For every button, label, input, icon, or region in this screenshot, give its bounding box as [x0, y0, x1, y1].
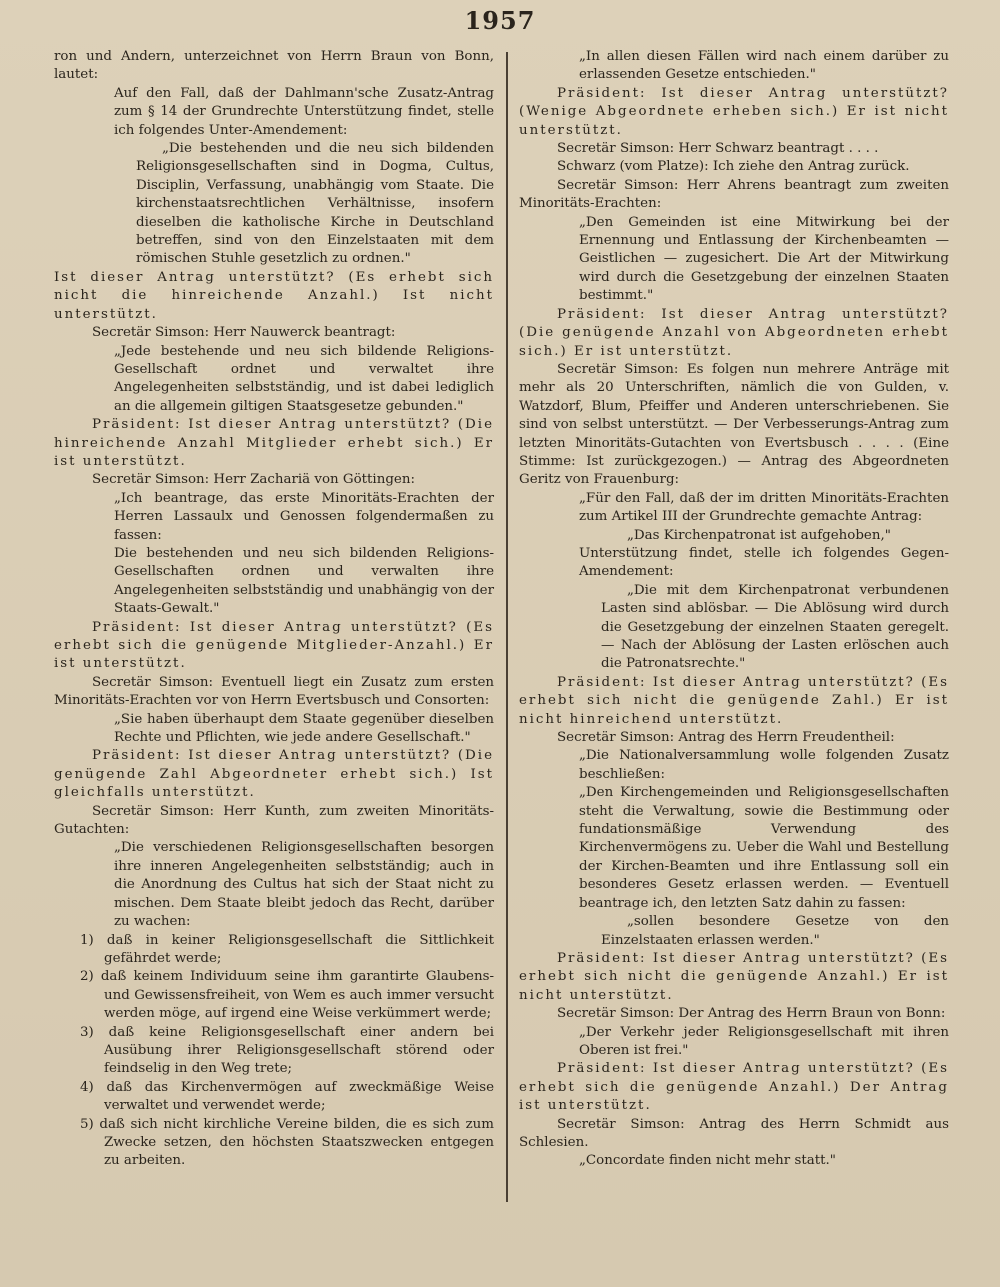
left-column	[54, 48, 494, 1171]
right-paragraph: „sollen besondere Gesetze von den Einzelstaaten erlassen werden."	[601, 914, 949, 948]
left-paragraph: 2) daß keinem Individuum seine ihm garantirte Glaubens- und Gewissensfreiheit, von Wem es auch immer versucht werden möge, auf irgend eine Weise verkümmert werde;	[80, 969, 494, 1022]
right-paragraph: Secretär Simson: Antrag des Herrn Freudentheil:	[557, 730, 895, 746]
right-paragraph: Unterstützung findet, stelle ich folgendes Gegen-Amendement:	[579, 545, 949, 580]
right-paragraph: „Den Gemeinden ist eine Mitwirkung bei der Ernennung und Entlassung der Kirchenbeamten — Geistlichen — zugesichert. Die Art der Mitwirkung wird durch die Gesetzgebung der einzelnen Staaten bestimmt."	[579, 214, 949, 304]
right-paragraph: „In allen diesen Fällen wird nach einem darüber zu erlassenden Gesetze entschieden."	[579, 49, 949, 83]
left-paragraph: Die bestehenden und neu sich bildenden Religions-Gesellschaften ordnen und verwalten ihre Angelegenheiten selbstständig und unabhängig von der Staats-Gewalt."	[114, 545, 494, 617]
right-paragraph: Secretär Simson: Herr Schwarz beantragt . . . .	[557, 141, 879, 157]
left-paragraph: Ist dieser Antrag unterstützt? (Es erhebt sich nicht die hinreichende Anzahl.) Ist nicht unterstützt.	[54, 269, 494, 322]
left-paragraph: Präsident: Ist dieser Antrag unterstützt? (Es erhebt sich die genügende Mitglieder-Anzahl.) Er ist unterstützt.	[54, 619, 494, 672]
left-paragraph: Präsident: Ist dieser Antrag unterstützt? (Die hinreichende Anzahl Mitglieder erhebt sich.) Er ist unterstützt.	[54, 417, 494, 469]
right-paragraph: „Für den Fall, daß der im dritten Minoritäts-Erachten zum Artikel III der Grundrechte gemachte Antrag:	[579, 490, 949, 525]
page-number: 1957	[464, 6, 536, 35]
right-paragraph: Secretär Simson: Antrag des Herrn Schmidt aus Schlesien.	[519, 1116, 949, 1150]
left-paragraph: 4) daß das Kirchenvermögen auf zweckmäßige Weise verwaltet und verwendet werde;	[80, 1079, 494, 1114]
right-paragraph: Präsident: Ist dieser Antrag unterstützt? (Die genügende Anzahl von Abgeordneten erhebt sich.) Er ist unterstützt.	[519, 306, 949, 359]
left-paragraph: „Sie haben überhaupt dem Staate gegenüber dieselben Rechte und Pflichten, wie jede andere Gesellschaft."	[114, 711, 494, 746]
right-paragraph: „Das Kirchenpatronat ist aufgehoben,"	[627, 527, 891, 543]
right-paragraph: Präsident: Ist dieser Antrag unterstützt? (Es erhebt sich nicht die genügende Anzahl.) Er ist nicht unterstützt.	[519, 950, 949, 1003]
left-paragraph: Secretär Simson: Eventuell liegt ein Zusatz zum ersten Minoritäts-Erachten vor von Herrn Evertsbusch und Consorten:	[54, 674, 494, 709]
right-paragraph: Secretär Simson: Herr Ahrens beantragt zum zweiten Minoritäts-Erachten:	[519, 177, 949, 212]
left-paragraph: „Die bestehenden und die neu sich bildenden Religionsgesellschaften sind in Dogma, Cultus, Disciplin, Verfassung, unabhängig vom Staate. Die kirchenstaatsrechtlichen Verhältnisse, insofern dieselben die katholische Kirche in Deutschland betreffen, sind von den Einzelstaaten mit dem römischen Stuhle gesetzlich zu ordnen."	[136, 141, 494, 267]
right-paragraph: „Die mit dem Kirchenpatronat verbundenen Lasten sind ablösbar. — Die Ablösung wird durch die Gesetzgebung der einzelnen Staaten geregelt. — Nach der Ablösung der Lasten erlöschen auch die Patronatsrechte."	[601, 582, 949, 672]
left-paragraph: ron und Andern, unterzeichnet von Herrn Braun von Bonn, lautet:	[54, 49, 494, 83]
left-paragraph: „Jede bestehende und neu sich bildende Religions-Gesellschaft ordnet und verwaltet ihre Angelegenheiten selbstständig, und ist dabei lediglich an die allgemein giltigen Staatsgesetze gebunden."	[114, 343, 494, 414]
right-paragraph: „Der Verkehr jeder Religionsgesellschaft mit ihren Oberen ist frei."	[579, 1024, 949, 1058]
left-paragraph: Secretär Simson: Herr Nauwerck beantragt:	[92, 325, 396, 341]
right-paragraph: Präsident: Ist dieser Antrag unterstützt? (Wenige Abgeordnete erheben sich.) Er ist nicht unterstützt.	[519, 85, 949, 138]
right-paragraph: Secretär Simson: Der Antrag des Herrn Braun von Bonn:	[557, 1006, 946, 1022]
left-paragraph: Secretär Simson: Herr Zachariä von Göttingen:	[92, 472, 415, 488]
left-paragraph: Präsident: Ist dieser Antrag unterstützt? (Die genügende Zahl Abgeordneter erhebt sich.) Ist gleichfalls unterstützt.	[54, 748, 494, 801]
right-paragraph: Präsident: Ist dieser Antrag unterstützt? (Es erhebt sich die genügende Anzahl.) Der Antrag ist unterstützt.	[519, 1061, 949, 1114]
left-paragraph: 3) daß keine Religionsgesellschaft einer andern bei Ausübung ihrer Religionsgesellschaft störend oder feindselig in den Weg trete;	[80, 1024, 494, 1077]
left-paragraph: 1) daß in keiner Religionsgesellschaft die Sittlichkeit gefährdet werde;	[80, 932, 494, 966]
right-paragraph: Secretär Simson: Es folgen nun mehrere Anträge mit mehr als 20 Unterschriften, nämlich die von Gulden, v. Watzdorf, Blum, Pfeiffer und Anderen unterschriebenen. Sie sind von selbst unterstützt. — Der Verbesserungs-Antrag zum letzten Minoritäts-Gutachten von Evertsbusch . . . . (Eine Stimme: Ist zurückgezogen.) — Antrag des Abgeordneten Geritz von Frauenburg:	[519, 361, 949, 488]
right-paragraph: „Concordate finden nicht mehr statt."	[579, 1153, 836, 1169]
left-paragraph: Auf den Fall, daß der Dahlmann'sche Zusatz-Antrag zum § 14 der Grundrechte Unterstützung findet, stelle ich folgendes Unter-Amendement:	[114, 85, 494, 138]
left-paragraph: 5) daß sich nicht kirchliche Vereine bilden, die es sich zum Zwecke setzen, den höchsten Staatszwecken entgegen zu arbeiten.	[80, 1116, 494, 1169]
right-paragraph: Schwarz (vom Platze): Ich ziehe den Antrag zurück.	[557, 159, 910, 175]
column-divider	[506, 52, 508, 1202]
right-paragraph: „Die Nationalversammlung wolle folgenden Zusatz beschließen:	[579, 748, 949, 782]
right-paragraph: „Den Kirchengemeinden und Religionsgesellschaften steht die Verwaltung, sowie die Bestimmung oder fundationsmäßige Verwendung des Kirchenvermögens zu. Ueber die Wahl und Bestellung der Kirchen-Beamten und ihre Entlassung soll ein besonderes Gesetz erlassen werden. — Eventuell beantrage ich, den letzten Satz dahin zu fassen:	[579, 785, 949, 911]
right-paragraph: Präsident: Ist dieser Antrag unterstützt? (Es erhebt sich nicht die genügende Zahl.) Er ist nicht hinreichend unterstützt.	[519, 674, 949, 727]
left-paragraph: „Ich beantrage, das erste Minoritäts-Erachten der Herren Lassaulx und Genossen folgendermaßen zu fassen:	[114, 490, 494, 543]
right-column	[519, 48, 949, 1171]
left-paragraph: „Die verschiedenen Religionsgesellschaften besorgen ihre inneren Angelegenheiten selbstständig; auch in die Anordnung des Cultus hat sich der Staat nicht zu mischen. Dem Staate bleibt jedoch das Recht, darüber zu wachen:	[114, 840, 494, 930]
left-paragraph: Secretär Simson: Herr Kunth, zum zweiten Minoritäts-Gutachten:	[54, 803, 494, 838]
